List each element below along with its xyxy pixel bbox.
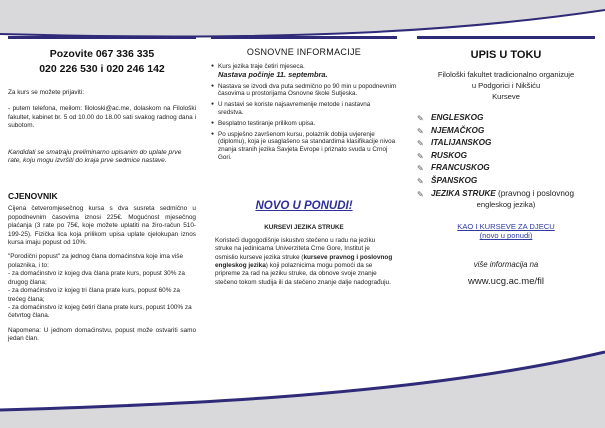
children-courses-new[interactable]: (novo u ponudi) <box>479 231 533 241</box>
language-item: ✎ FRANCUSKOG <box>417 162 595 175</box>
language-list <box>417 112 595 210</box>
info-item: ● Po uspješno završenom kursu, polaznik dobija uvjerenje (diplomu), koja je usaglašeno sa standardima klasifikacije nivoa znanja stranih jezika Savjeta Evrope i priznato svuda u Crnoj Gori. <box>211 130 396 161</box>
panel-top-bar <box>417 36 595 39</box>
start-date: Nastava počinje 11. septembra. <box>218 69 328 79</box>
pen-icon: ✎ <box>417 114 424 123</box>
language-item-sub: engleskog jezika) <box>476 200 536 210</box>
phone-line-2: 020 226 530 i 020 246 142 <box>39 63 165 75</box>
family-discount-3: - za domaćinstvo iz kojeg četiri člana prate kurs, popust 100% za četvrtog člana. <box>8 303 192 320</box>
pen-icon: ✎ <box>417 151 424 161</box>
language-item: ✎ ITALIJANSKOG <box>417 137 595 150</box>
top-swoosh <box>0 0 605 37</box>
panel-top-bar <box>8 36 196 39</box>
cjenovnik-title: CJENOVNIK <box>8 191 58 202</box>
language-item: ✎ ŠPANSKOG <box>417 175 595 188</box>
pen-icon: ✎ <box>417 176 424 186</box>
apply-text: - putem telefona, meilom: filoloski@ac.me, dolaskom na Filološki fakultet, kabinet br. 5 od 10.00 do 18.00 sati svakog radnog dana i subotom. <box>8 105 196 130</box>
novo-u-ponudi-link[interactable]: NOVO U PONUDI! <box>255 199 353 212</box>
family-discount-intro: "Porodični popust" za jednog člana domaćinstva koje ima više polaznika, i to: <box>8 253 184 269</box>
info-item: ● Nastava se izvodi dva puta sedmično po 90 min u popodnevnim časovima u prostorijama Osnovne škole Sutjeska. <box>211 82 397 98</box>
panel-top-bar <box>211 36 397 39</box>
panel-basic-info <box>211 36 397 287</box>
info-list <box>211 63 397 162</box>
upis-title: UPIS U TOKU <box>470 49 542 61</box>
kursevi-struke-text: Koristeći dugogodišnje iskustvo stečeno u radu na jeziku struke na jedinicama Univerziteta Crne Gore, Institut je osmislio kurseve jezika struke (kurseve pravnog i poslovnog engleskog jezika) koji polaznicima mogu pomoći da se pripreme za rad na jeziku struke, da obnove svoje znanje stečeno tokom studija ili da stečeno znanje dalje nadograđuju. <box>215 236 393 286</box>
family-discount-2: - za domaćinstvo iz kojeg tri člana prate kurs, popust 60% za trećeg člana; <box>8 287 180 303</box>
family-discount-1: - za domaćinstvo iz kojeg dva člana prate kurs, popust 30% za drugog člana; <box>8 270 185 286</box>
intro-line-1: Filološki fakultet tradicionalno organizuje <box>437 70 575 79</box>
language-item: ✎ JEZIKA STRUKE (pravnog i poslovnog <box>417 188 595 201</box>
napomena-text: Napomena: U jednom domaćinstvu, popust može ostvariti samo jedan član. <box>8 326 196 343</box>
bottom-swoosh <box>0 352 605 428</box>
more-info-text: više informacija na <box>473 260 539 270</box>
language-item: ✎ RUSKOG <box>417 150 595 163</box>
info-item: ● Kurs jezika traje četiri mjeseca. Nastava počinje 11. septembra. <box>211 63 328 79</box>
bullet-icon: ● <box>211 101 215 108</box>
website-link[interactable]: www.ucg.ac.me/fil <box>467 276 545 288</box>
info-item: ● U nastavi se koriste najsavremenije metode i nastavna sredstva. <box>211 101 371 116</box>
panel-contact-prices <box>8 36 196 344</box>
pen-icon: ✎ <box>417 126 424 136</box>
kursevi-struke-title: KURSEVI JEZIKA STRUKE <box>264 223 344 231</box>
bullet-icon: ● <box>211 130 215 137</box>
bullet-icon: ● <box>211 119 215 126</box>
intro-line-3: Kurseve <box>492 92 520 101</box>
children-courses-link[interactable]: KAO I KURSEVE ZA DJECU <box>457 222 555 232</box>
bullet-icon: ● <box>211 63 215 69</box>
preliminary-note: Kandidati se smatraju preliminarno upisanim do uplate prve rate, koju mogu izvršiti do kraja prve sedmice nastave. <box>8 148 182 165</box>
pen-icon: ✎ <box>417 164 424 174</box>
intro-line-2: u Podgorici i Nikšiću <box>471 81 541 90</box>
info-item: ● Besplatno testiranje prilikom upisa. <box>211 119 316 127</box>
bullet-icon: ● <box>211 82 215 89</box>
phone-line-1: Pozovite 067 336 335 <box>49 48 155 60</box>
language-item: ✎ ENGLESKOG <box>417 112 595 125</box>
pen-icon: ✎ <box>417 139 424 149</box>
language-item: ✎ NJEMAČKOG <box>417 125 595 138</box>
pen-icon: ✎ <box>417 189 424 199</box>
panel-enrollment <box>417 36 595 287</box>
apply-intro: Za kurs se možete prijaviti: <box>8 89 85 96</box>
basic-info-title: OSNOVNE INFORMACIJE <box>246 47 362 57</box>
price-text: Cijena četveromjesečnog kursa s dva susreta sedmično u popodnevnim časovima iznosi 225€. Mogućnost mjesečnog plaćanja (3 rate po 75€, koje možete uplatiti na žiro-račun 510-199-25). Fizička lica koja prilikom upisa uplate cjelokupan iznos kursa imaju popust od 10%. <box>8 205 196 247</box>
